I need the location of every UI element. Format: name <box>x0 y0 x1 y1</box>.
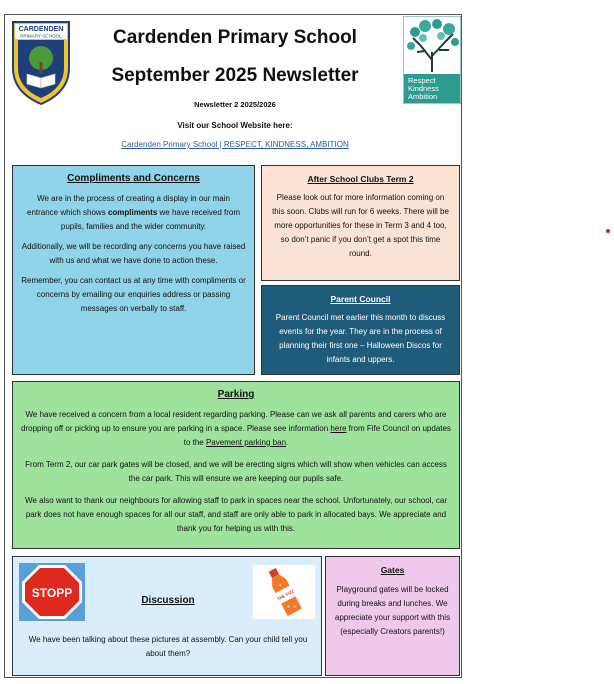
compliments-paragraph-2: Additionally, we will be recording any concerns you have raised with us and what we have done to action these. <box>21 242 246 265</box>
discussion-heading: Discussion <box>141 595 195 606</box>
school-crest-icon <box>9 18 73 106</box>
parking-heading: Parking <box>217 389 255 400</box>
parking-paragraph-1: We have received a concern from a local resident regarding parking. Please can we ask all parents and carers who are dropping off or picking up to ensure you are parking in a space. Please see information here from Fife Council on updates to the Pavement parking ban. <box>21 410 451 447</box>
compliments-paragraph-3: Remember, you can contact us at any time with compliments or concerns by emailing our enquiries address or passing messages on verbally to staff. <box>21 276 246 313</box>
fife-council-link[interactable]: here <box>330 424 347 433</box>
compliments-keyword: compliments <box>107 208 158 217</box>
pavement-parking-ban-link[interactable]: Pavement parking ban <box>205 438 287 447</box>
discussion-text: We have been talking about these pictures at assembly. Can your child tell you about them? <box>28 635 308 658</box>
after-school-clubs-section <box>261 165 460 281</box>
school-name-title: Cardenden Primary School <box>113 27 357 48</box>
stop-sign-text: STOPP <box>31 586 73 600</box>
parent-council-section <box>261 285 460 375</box>
red-marker-dot <box>606 229 610 233</box>
clubs-heading: After School Clubs Term 2 <box>307 174 414 184</box>
compliments-section <box>12 165 255 375</box>
crest-name: CARDENDEN <box>18 26 64 33</box>
newsletter-issue: Newsletter 2 2025/2026 <box>194 100 276 109</box>
parking-paragraph-2: From Term 2, our car park gates will be closed, and we will be erecting signs which will show when vehicles can access the car park. This will ensure we are keeping our pupils safe. <box>25 460 447 483</box>
value-kindness: Kindness <box>408 84 439 93</box>
crest-subname: PRIMARY SCHOOL <box>20 33 62 39</box>
newsletter-title: September 2025 Newsletter <box>111 65 359 86</box>
clubs-text: Please look out for more information coming on this soon. Clubs will run for 6 weeks. There will be more opportunities for these in Term 3 and 4 too, so don’t panic if you don’t get a spot this time round. <box>272 193 449 258</box>
gates-section <box>325 556 460 676</box>
discussion-section <box>12 556 322 676</box>
value-ambition: Ambition <box>408 92 438 101</box>
newsletter-header <box>5 15 461 160</box>
values-tree-logo-icon <box>403 16 461 104</box>
parking-paragraph-3: We also want to thank our neighbours for allowing staff to park in spaces near the school. Unfortunately, our school, car park does not have enough spaces for all our staff, and staff are only able to park in allocated bays. We appreciate and thank you for helping us with this. <box>24 496 447 533</box>
school-website-link[interactable]: Cardenden Primary School | RESPECT, KINDNESS, AMBITION <box>121 140 349 149</box>
compliments-paragraph-1: We are in the process of creating a display in our main entrance which shows compliments we have received from pupils, families and the wider community. <box>27 194 240 231</box>
parking-section <box>12 381 460 549</box>
council-heading: Parent Council <box>330 294 391 304</box>
newsletter-page <box>4 14 462 678</box>
website-visit-label: Visit our School Website here: <box>177 121 293 130</box>
stop-sign-icon <box>19 563 85 621</box>
value-respect: Respect <box>408 76 436 85</box>
gates-text: Playground gates will be locked during breaks and lunches. We appreciate your support with this (especially Creators parents!) <box>334 585 451 636</box>
compliments-heading: Compliments and Concerns <box>67 173 200 184</box>
bottle-label: THE FIZZ <box>276 588 295 602</box>
fizzy-bottle-icon <box>253 565 315 619</box>
council-text: Parent Council met earlier this month to discuss events for the year. They are in the process of planning their first one – Halloween Discos for infants and uppers. <box>275 313 446 364</box>
gates-heading: Gates <box>380 565 405 575</box>
